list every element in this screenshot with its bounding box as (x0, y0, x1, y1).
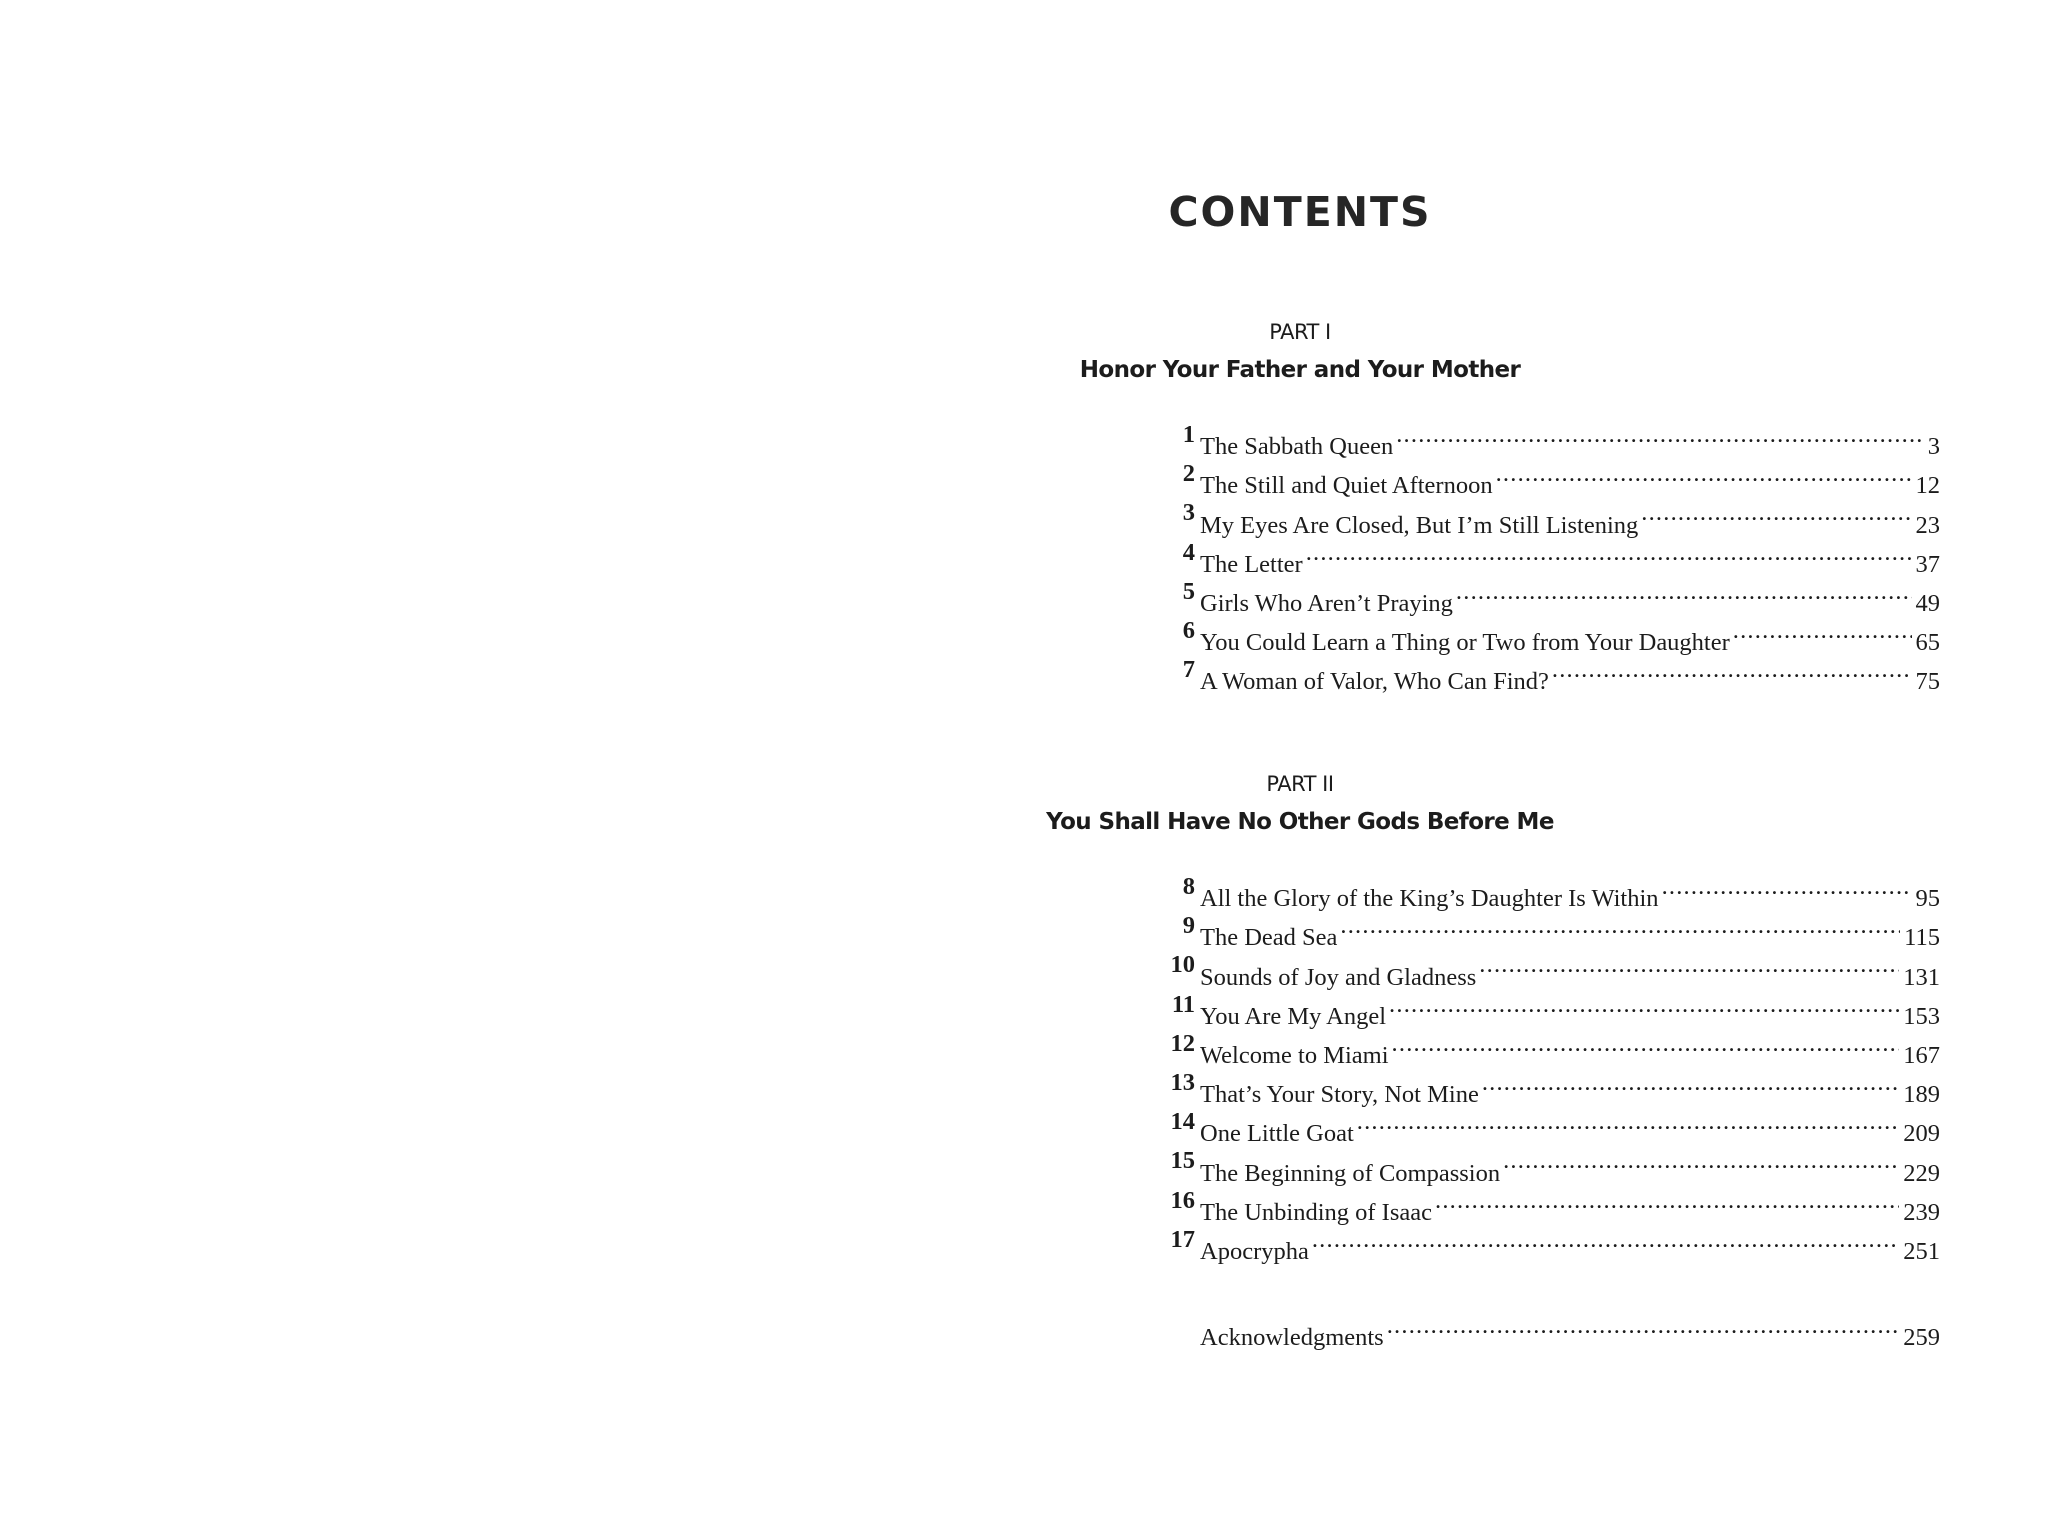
chapter-number: 5 (1182, 577, 1195, 605)
chapter-title: Welcome to Miami (1200, 1041, 1389, 1069)
chapter-number: 4 (1182, 538, 1195, 566)
chapter-number: 6 (1182, 616, 1195, 644)
dot-leader (1340, 906, 1900, 945)
chapter-title: Acknowledgments (1200, 1324, 1384, 1352)
toc-entry (1182, 533, 1940, 578)
dot-leader (1392, 1024, 1900, 1063)
chapter-title: The Beginning of Compassion (1200, 1159, 1501, 1187)
toc-entry (1182, 906, 1940, 952)
part-2-label: PART II (1266, 772, 1334, 796)
toc-entry (1182, 650, 1940, 696)
dot-leader (1503, 1141, 1899, 1180)
page-number: 95 (1915, 885, 1940, 913)
part-2-title: You Shall Have No Other Gods Before Me (1046, 809, 1554, 835)
chapter-title: The Sabbath Queen (1200, 433, 1394, 461)
dot-leader (1389, 985, 1899, 1024)
chapter-title: Girls Who Aren’t Praying (1200, 589, 1453, 617)
toc-entry (1182, 867, 1940, 913)
contents-heading: CONTENTS (1168, 188, 1432, 236)
part-1-title: Honor Your Father and Your Mother (1079, 357, 1521, 383)
chapter-number: 15 (1170, 1147, 1195, 1175)
chapter-title: You Could Learn a Thing or Two from Your Daughter (1200, 629, 1730, 657)
chapter-title: One Little Goat (1200, 1120, 1354, 1148)
chapter-number: 14 (1170, 1108, 1195, 1136)
toc-entry (1170, 1181, 1940, 1226)
dot-leader (1641, 493, 1911, 532)
toc-entry (1170, 1102, 1940, 1148)
dot-leader (1496, 454, 1912, 493)
chapter-title: Sounds of Joy and Gladness (1200, 963, 1477, 991)
dot-leader (1662, 867, 1912, 906)
chapter-title: A Woman of Valor, Who Can Find? (1200, 668, 1549, 696)
chapter-number: 8 (1182, 873, 1195, 900)
toc-entry (1170, 945, 1940, 991)
toc-entry (1200, 1306, 1940, 1352)
chapter-title: All the Glory of the King’s Daughter Is Within (1200, 885, 1659, 913)
chapter-title: That’s Your Story, Not Mine (1200, 1081, 1479, 1109)
toc-entry (1182, 493, 1940, 539)
page-number: 167 (1903, 1041, 1940, 1069)
page-number: 153 (1903, 1002, 1940, 1030)
toc-entry (1182, 454, 1940, 500)
dot-leader (1312, 1220, 1899, 1259)
chapter-title: Apocrypha (1200, 1237, 1309, 1265)
dot-leader (1396, 415, 1924, 454)
page-number: 65 (1915, 629, 1940, 657)
toc-entry (1171, 985, 1940, 1030)
page-number: 259 (1903, 1324, 1940, 1352)
part-1-chapter-list (1182, 415, 1940, 696)
page-number: 131 (1903, 963, 1940, 991)
page-number: 75 (1915, 668, 1940, 696)
chapter-number: 9 (1182, 912, 1195, 940)
dot-leader (1552, 650, 1912, 689)
page-number: 239 (1903, 1198, 1940, 1226)
chapter-title: You Are My Angel (1200, 1002, 1387, 1030)
chapter-number: 12 (1170, 1029, 1195, 1057)
back-matter-list (1200, 1306, 1940, 1352)
toc-entry (1170, 1220, 1940, 1265)
page-number: 3 (1927, 433, 1940, 461)
toc-entry (1182, 572, 1940, 617)
chapter-number: 11 (1171, 990, 1195, 1018)
chapter-number: 3 (1182, 499, 1195, 527)
chapter-number: 10 (1170, 951, 1195, 979)
page-number: 37 (1915, 550, 1940, 578)
part-1-label: PART I (1269, 320, 1331, 344)
toc-entry (1182, 415, 1940, 461)
dot-leader (1456, 572, 1912, 611)
page-number: 115 (1904, 924, 1940, 952)
toc-entry (1170, 1024, 1940, 1069)
dot-leader (1387, 1306, 1900, 1345)
chapter-title: My Eyes Are Closed, But I’m Still Listening (1200, 511, 1639, 539)
page-number: 23 (1915, 511, 1940, 539)
page-number: 251 (1903, 1237, 1940, 1265)
toc-entry (1170, 1141, 1940, 1187)
page-number: 189 (1903, 1081, 1940, 1109)
dot-leader (1482, 1063, 1899, 1102)
chapter-title: The Still and Quiet Afternoon (1200, 472, 1493, 500)
chapter-number: 7 (1182, 656, 1195, 684)
page-number: 209 (1903, 1120, 1940, 1148)
chapter-title: The Dead Sea (1200, 924, 1338, 952)
chapter-number: 17 (1170, 1225, 1195, 1253)
dot-leader (1357, 1102, 1899, 1141)
dot-leader (1435, 1181, 1899, 1220)
chapter-title: The Letter (1200, 550, 1303, 578)
page-number: 229 (1903, 1159, 1940, 1187)
chapter-number: 1 (1182, 421, 1195, 448)
chapter-number: 2 (1182, 460, 1195, 488)
page-number: 49 (1915, 589, 1940, 617)
part-2-chapter-list (1170, 867, 1940, 1265)
chapter-title: The Unbinding of Isaac (1200, 1198, 1432, 1226)
chapter-number: 16 (1170, 1186, 1195, 1214)
page-number: 12 (1915, 472, 1940, 500)
dot-leader (1733, 611, 1912, 650)
toc-entry (1170, 1063, 1940, 1109)
toc-entry (1182, 611, 1940, 657)
dot-leader (1479, 945, 1899, 984)
dot-leader (1306, 533, 1912, 572)
chapter-number: 13 (1170, 1068, 1195, 1096)
